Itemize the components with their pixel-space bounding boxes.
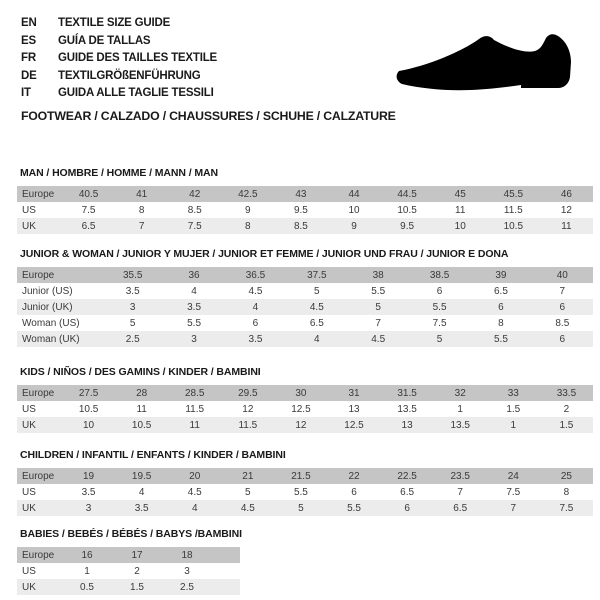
- size-cell: 10.5: [397, 204, 417, 216]
- size-cell: 7.5: [506, 486, 521, 498]
- size-cell: 33.5: [540, 385, 593, 401]
- table-row: [17, 484, 593, 500]
- table-title: MAN / HOMBRE / HOMME / MANN / MAN: [20, 167, 218, 179]
- language-code: DE: [21, 69, 37, 82]
- size-cell: 5.5: [409, 299, 470, 315]
- size-cell: 3.5: [115, 500, 168, 516]
- language-label: GUIDE DES TAILLES TEXTILE: [58, 52, 217, 64]
- table-title: KIDS / NIÑOS / DES GAMINS / KINDER / BAMBINI: [20, 366, 261, 378]
- size-cell: 4.5: [348, 331, 409, 347]
- row-label: Europe: [17, 547, 62, 563]
- language-label: TEXTILGRÖßENFÜHRUNG: [58, 69, 201, 82]
- language-row: [21, 33, 217, 51]
- row-label: US: [22, 565, 36, 577]
- size-cell: 46: [540, 186, 593, 202]
- size-cell: 5: [314, 285, 320, 297]
- language-code: ES: [21, 34, 36, 47]
- spacer-cell: [212, 547, 240, 563]
- size-cell: 11: [540, 218, 593, 234]
- size-table: [17, 267, 593, 347]
- size-cell: 11: [136, 403, 147, 415]
- size-cell: 10.5: [115, 417, 168, 433]
- size-cell: 36.5: [225, 267, 286, 283]
- size-cell: 12.5: [327, 417, 380, 433]
- table-title: CHILDREN / INFANTIL / ENFANTS / KINDER / BAMBINI: [20, 449, 286, 461]
- size-cell: 4: [168, 500, 221, 516]
- size-cell: 40.5: [62, 186, 115, 202]
- size-cell: 37.5: [286, 267, 347, 283]
- size-cell: 38.5: [409, 267, 470, 283]
- size-cell: 28: [115, 385, 168, 401]
- row-label: Junior (US): [22, 285, 73, 297]
- row-label: Europe: [17, 267, 102, 283]
- size-cell: 13.5: [397, 403, 417, 415]
- row-label: UK: [17, 500, 62, 516]
- table-row: [17, 331, 593, 347]
- language-label: TEXTILE SIZE GUIDE: [58, 17, 171, 29]
- size-cell: 6.5: [434, 500, 487, 516]
- size-cell: 40: [532, 267, 593, 283]
- size-cell: 19: [62, 468, 115, 484]
- size-cell: 6: [252, 317, 259, 329]
- table-row: [17, 385, 593, 401]
- language-code: EN: [21, 17, 37, 29]
- language-code: FR: [21, 52, 36, 64]
- size-cell: 3: [184, 565, 190, 577]
- row-label: UK: [17, 218, 62, 234]
- size-cell: 16: [62, 547, 112, 563]
- size-cell: 11: [455, 204, 466, 216]
- size-cell: 9.5: [381, 218, 434, 234]
- table-row: [17, 283, 593, 299]
- row-label: Europe: [17, 468, 62, 484]
- row-label: UK: [17, 579, 62, 595]
- size-cell: 1.5: [540, 417, 593, 433]
- size-cell: 4.5: [221, 500, 274, 516]
- size-cell: 42.5: [221, 186, 274, 202]
- size-cell: 39: [470, 267, 531, 283]
- size-cell: 8: [498, 317, 504, 329]
- language-row: [21, 68, 217, 86]
- size-cell: 3: [163, 331, 224, 347]
- language-code: IT: [21, 87, 31, 99]
- size-table: [17, 468, 593, 516]
- size-cell: 1.5: [112, 579, 162, 595]
- size-cell: 8: [563, 486, 570, 498]
- size-cell: 21.5: [274, 468, 327, 484]
- language-list: [21, 15, 217, 103]
- size-cell: 7.5: [540, 500, 593, 516]
- size-cell: 6.5: [309, 317, 324, 329]
- dress-shoe-icon: [393, 24, 575, 98]
- table-row: [17, 563, 240, 579]
- size-cell: 44: [327, 186, 380, 202]
- size-cell: 1: [84, 565, 90, 577]
- size-cell: 1: [457, 403, 463, 415]
- size-cell: 5.5: [470, 331, 531, 347]
- size-cell: 44.5: [381, 186, 434, 202]
- size-cell: 43: [274, 186, 327, 202]
- size-cell: 13: [381, 417, 434, 433]
- size-cell: 4.5: [187, 486, 202, 498]
- size-cell: 5.5: [187, 317, 202, 329]
- language-label: GUIDA ALLE TAGLIE TESSILI: [58, 87, 214, 99]
- size-cell: 7: [559, 285, 566, 297]
- language-label: GUÍA DE TALLAS: [58, 34, 151, 47]
- size-cell: 36: [163, 267, 224, 283]
- size-cell: 12: [560, 204, 572, 216]
- size-cell: 20: [168, 468, 221, 484]
- size-cell: 8.5: [187, 204, 202, 216]
- size-cell: 2: [134, 565, 140, 577]
- size-cell: 3.5: [163, 299, 224, 315]
- size-cell: 5.5: [371, 285, 386, 297]
- size-cell: 12: [274, 417, 327, 433]
- size-table: [17, 186, 593, 234]
- size-cell: 29.5: [221, 385, 274, 401]
- size-table: [17, 547, 240, 595]
- size-cell: 32: [434, 385, 487, 401]
- size-cell: 17: [112, 547, 162, 563]
- table-row: [17, 579, 240, 595]
- language-row: [21, 85, 217, 103]
- size-cell: 5: [274, 500, 327, 516]
- size-cell: 8: [138, 204, 145, 216]
- size-cell: 6: [351, 486, 357, 498]
- size-cell: 12.5: [291, 403, 311, 415]
- row-label: Woman (US): [22, 317, 80, 329]
- language-row: [21, 50, 217, 68]
- category-header: FOOTWEAR / CALZADO / CHAUSSURES / SCHUHE / CALZATURE: [21, 109, 396, 123]
- size-cell: 10.5: [78, 403, 99, 415]
- size-cell: 5: [348, 299, 409, 315]
- size-cell: 28.5: [168, 385, 221, 401]
- size-cell: 9.5: [293, 204, 308, 216]
- language-row: [21, 15, 217, 33]
- size-cell: 31.5: [381, 385, 434, 401]
- size-cell: 10: [348, 204, 360, 216]
- row-label: Europe: [17, 385, 62, 401]
- size-cell: 41: [115, 186, 168, 202]
- table-title: BABIES / BEBÉS / BÉBÉS / BABYS /BAMBINI: [20, 528, 242, 540]
- size-cell: 5.5: [327, 500, 380, 516]
- size-cell: 2.5: [162, 579, 212, 595]
- size-cell: 11.5: [185, 403, 205, 415]
- row-label: Junior (UK): [17, 299, 102, 315]
- size-cell: 7.5: [168, 218, 221, 234]
- size-cell: 11.5: [221, 417, 274, 433]
- size-cell: 7: [375, 317, 381, 329]
- size-cell: 35.5: [102, 267, 163, 283]
- table-row: [17, 202, 593, 218]
- size-cell: 7: [457, 486, 463, 498]
- size-cell: 6: [470, 299, 531, 315]
- size-cell: 42: [168, 186, 221, 202]
- size-cell: 45.5: [487, 186, 540, 202]
- size-cell: 11.5: [503, 204, 523, 216]
- table-row: [17, 468, 593, 484]
- table-row: [17, 401, 593, 417]
- size-cell: 3: [62, 500, 115, 516]
- size-cell: 13: [348, 403, 360, 415]
- size-cell: 22.5: [381, 468, 434, 484]
- size-cell: 45: [434, 186, 487, 202]
- size-cell: 7.5: [432, 317, 447, 329]
- size-cell: 1.5: [506, 403, 521, 415]
- size-cell: 12: [242, 403, 254, 415]
- size-cell: 6: [532, 299, 593, 315]
- table-row: [17, 218, 593, 234]
- table-row: [17, 267, 593, 283]
- size-cell: 6.5: [493, 285, 508, 297]
- size-cell: 11: [168, 417, 221, 433]
- size-cell: 31: [327, 385, 380, 401]
- table-row: [17, 500, 593, 516]
- size-cell: 10: [434, 218, 487, 234]
- row-label: US: [22, 403, 36, 415]
- size-cell: 5: [245, 486, 251, 498]
- spacer-cell: [212, 579, 240, 595]
- size-table-section-junior: [17, 247, 593, 347]
- size-table-section-babies: [17, 527, 593, 595]
- size-tables: [17, 166, 593, 595]
- size-cell: 4: [286, 331, 347, 347]
- size-cell: 10: [62, 417, 115, 433]
- row-label: US: [22, 204, 36, 216]
- size-cell: 8.5: [274, 218, 327, 234]
- size-table: [17, 385, 593, 433]
- size-cell: 19.5: [115, 468, 168, 484]
- size-cell: 0.5: [62, 579, 112, 595]
- size-cell: 6.5: [400, 486, 415, 498]
- size-cell: 3.5: [125, 285, 140, 297]
- size-cell: 38: [348, 267, 409, 283]
- size-cell: 21: [221, 468, 274, 484]
- table-row: [17, 315, 593, 331]
- size-cell: 5.5: [293, 486, 308, 498]
- size-cell: 18: [162, 547, 212, 563]
- row-label: US: [22, 486, 36, 498]
- size-cell: 4: [191, 285, 197, 297]
- size-cell: 9: [245, 204, 251, 216]
- table-row: [17, 299, 593, 315]
- size-cell: 22: [327, 468, 380, 484]
- size-cell: 8.5: [555, 317, 570, 329]
- size-table-section-kids: [17, 365, 593, 433]
- size-cell: 2: [563, 403, 570, 415]
- row-label: Woman (UK): [17, 331, 102, 347]
- size-cell: 24: [487, 468, 540, 484]
- size-cell: 4.5: [286, 299, 347, 315]
- size-cell: 10.5: [487, 218, 540, 234]
- size-cell: 9: [327, 218, 380, 234]
- size-cell: 2.5: [102, 331, 163, 347]
- size-cell: 1: [487, 417, 540, 433]
- row-label: UK: [17, 417, 62, 433]
- size-cell: 6: [532, 331, 593, 347]
- size-table-section-man: [17, 166, 593, 234]
- size-cell: 30: [274, 385, 327, 401]
- size-cell: 23.5: [434, 468, 487, 484]
- row-label: Europe: [17, 186, 62, 202]
- size-cell: 7.5: [81, 204, 96, 216]
- size-cell: 7: [115, 218, 168, 234]
- size-cell: 13.5: [434, 417, 487, 433]
- size-cell: 3: [102, 299, 163, 315]
- size-cell: 4: [225, 299, 286, 315]
- size-cell: 3.5: [225, 331, 286, 347]
- size-cell: 27.5: [62, 385, 115, 401]
- spacer-cell: [212, 563, 240, 579]
- size-cell: 5: [129, 317, 136, 329]
- size-cell: 4.5: [248, 285, 263, 297]
- table-row: [17, 186, 593, 202]
- table-row: [17, 547, 240, 563]
- table-row: [17, 417, 593, 433]
- size-cell: 33: [487, 385, 540, 401]
- size-cell: 7: [487, 500, 540, 516]
- size-cell: 6: [381, 500, 434, 516]
- table-title: JUNIOR & WOMAN / JUNIOR Y MUJER / JUNIOR ET FEMME / JUNIOR UND FRAU / JUNIOR E DONA: [20, 248, 509, 260]
- size-cell: 8: [221, 218, 274, 234]
- size-cell: 25: [540, 468, 593, 484]
- size-cell: 3.5: [81, 486, 96, 498]
- size-table-section-children: [17, 448, 593, 516]
- size-cell: 6.5: [62, 218, 115, 234]
- size-cell: 6: [436, 285, 443, 297]
- size-cell: 5: [409, 331, 470, 347]
- size-cell: 4: [138, 486, 145, 498]
